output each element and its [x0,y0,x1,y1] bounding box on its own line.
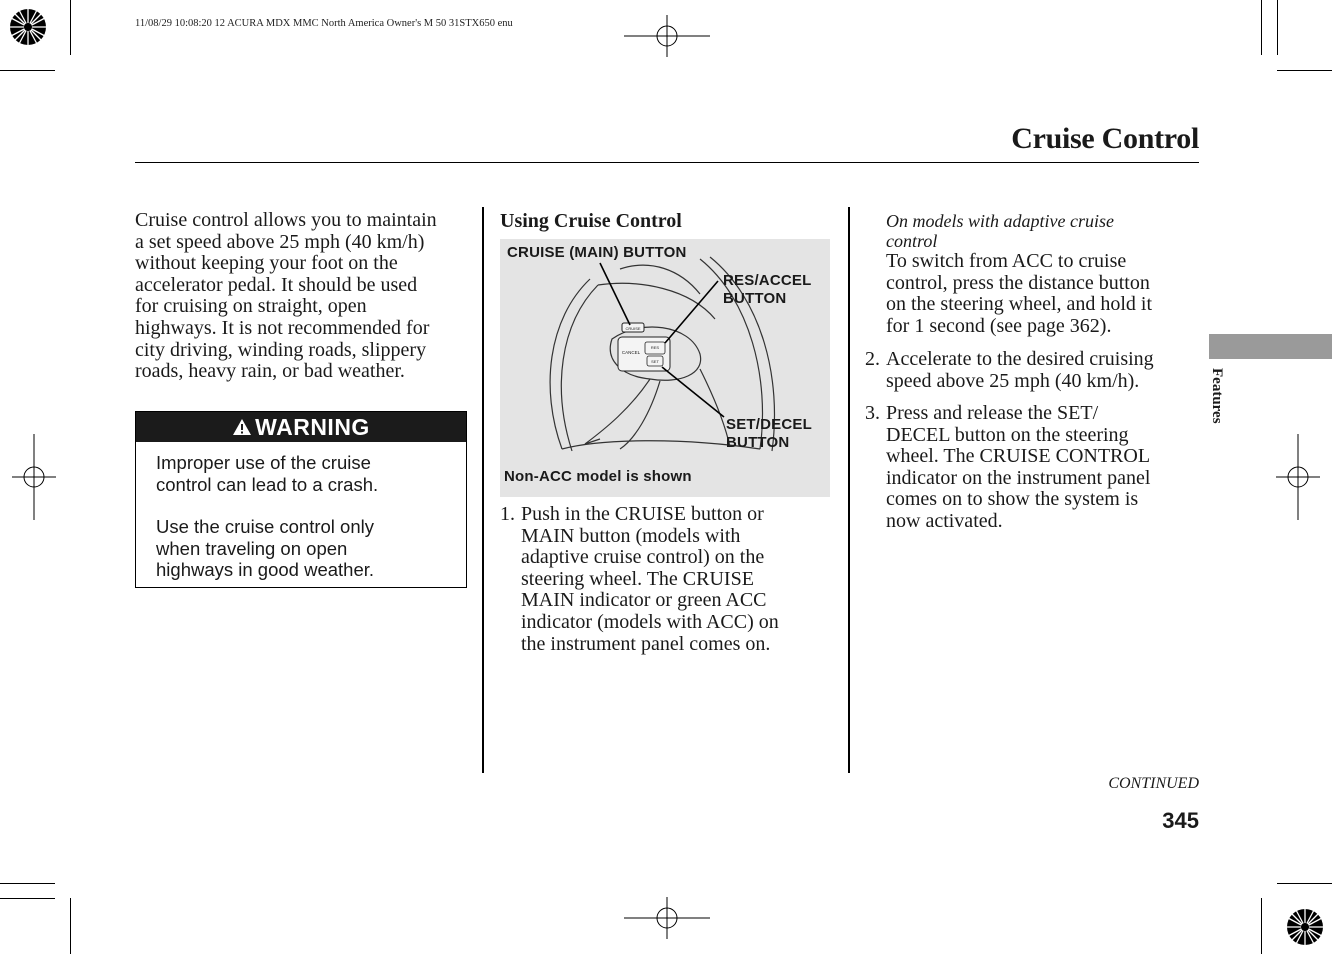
intro-line: Cruise control allows you to maintain [135,209,437,231]
switch-set-text: SET [651,359,659,364]
list-item [865,403,1195,538]
step-line: the instrument panel comes on. [521,632,771,655]
list-item [500,504,820,664]
step-line: wheel. The CRUISE CONTROL [886,445,1151,468]
switch-res-text: RES [650,345,660,350]
acc-note-text [886,251,1152,337]
warning-line: highways in good weather. [156,559,375,580]
acc-note-line: on the steering wheel, and hold it [886,293,1153,316]
step-line: adaptive cruise control) on the [521,546,765,569]
warning-title: WARNING [255,413,370,440]
acc-note-heading-line: control [886,231,938,251]
warning-triangle-icon [232,418,252,436]
step-line: Accelerate to the desired cruising [886,348,1154,370]
step-line: indicator (models with ACC) on [521,610,779,633]
step-line: steering wheel. The CRUISE [521,567,754,590]
header-rule [135,162,1199,163]
section-tab [1209,334,1332,359]
step-number: 1. [500,503,515,525]
list-item [865,349,1195,394]
warning-header [136,412,466,442]
section-tab-label: Features [1209,368,1225,424]
crosshair-top-icon [624,15,710,57]
intro-line: highways. It is not recommended for [135,316,430,339]
step-text [886,349,1154,392]
acc-note-heading [886,211,1114,251]
warning-line: Use the cruise control only [156,516,374,537]
intro-line: roads, heavy rain, or bad weather. [135,360,405,383]
intro-line: accelerator pedal. It should be used [135,273,418,296]
step-line: MAIN button (models with [521,524,741,547]
label-line: BUTTON [723,289,787,307]
continued-label: CONTINUED [1108,775,1199,792]
step-line: DECEL button on the steering [886,423,1129,446]
warning-line: control can lead to a crash. [156,473,379,495]
warning-paragraph [156,516,374,581]
registration-rosette-icon [1285,907,1325,947]
intro-line: without keeping your foot on the [135,252,398,275]
column-divider [848,207,850,773]
section-heading: Using Cruise Control [500,210,682,232]
crosshair-right-icon [1276,434,1320,520]
step-line: now activated. [886,509,1003,532]
acc-note-line: for 1 second (see page 362). [886,314,1112,337]
label-line: RES/ACCEL [723,272,812,289]
crosshair-left-icon [12,434,56,520]
registration-rosette-icon [8,7,48,47]
set-decel-label [726,416,812,451]
step-line: indicator on the instrument panel [886,466,1151,489]
intro-line: a set speed above 25 mph (40 km/h) [135,230,425,253]
page-title: Cruise Control [1011,122,1199,155]
warning-paragraph [156,452,378,495]
step-text [886,403,1150,533]
step-line: Press and release the SET/ [886,402,1099,424]
step-line: comes on to show the system is [886,488,1139,511]
crosshair-bottom-icon [624,897,710,939]
acc-note-line: To switch from ACC to cruise [886,250,1127,272]
switch-cancel-text: CANCEL [621,350,641,355]
cruise-button-label: CRUISE (MAIN) BUTTON [507,244,687,261]
step-line: Push in the CRUISE button or [521,503,764,525]
warning-box [135,411,467,588]
step-line: MAIN indicator or green ACC [521,589,767,612]
steering-wheel-figure [500,239,830,497]
step-text [521,504,779,655]
switch-cruise-text: CRUISE [625,326,641,331]
res-accel-label [723,272,811,307]
step-line: speed above 25 mph (40 km/h). [886,369,1140,392]
intro-line: city driving, winding roads, slippery [135,338,427,361]
intro-paragraph [135,210,437,383]
acc-note-line: control, press the distance button [886,271,1150,294]
column-divider [482,207,484,773]
warning-line: Improper use of the cruise [156,452,371,473]
label-line: BUTTON [726,433,790,451]
page-number: 345 [1162,808,1199,833]
intro-line: for cruising on straight, open [135,295,367,318]
step-number: 3. [865,402,880,424]
warning-line: when traveling on open [156,537,348,559]
label-line: SET/DECEL [726,416,812,433]
figure-caption: Non-ACC model is shown [504,468,692,485]
step-number: 2. [865,348,880,370]
print-slug: 11/08/29 10:08:20 12 ACURA MDX MMC North America Owner's M 50 31STX650 enu [135,18,513,29]
acc-note-heading-line: On models with adaptive cruise [886,211,1114,231]
